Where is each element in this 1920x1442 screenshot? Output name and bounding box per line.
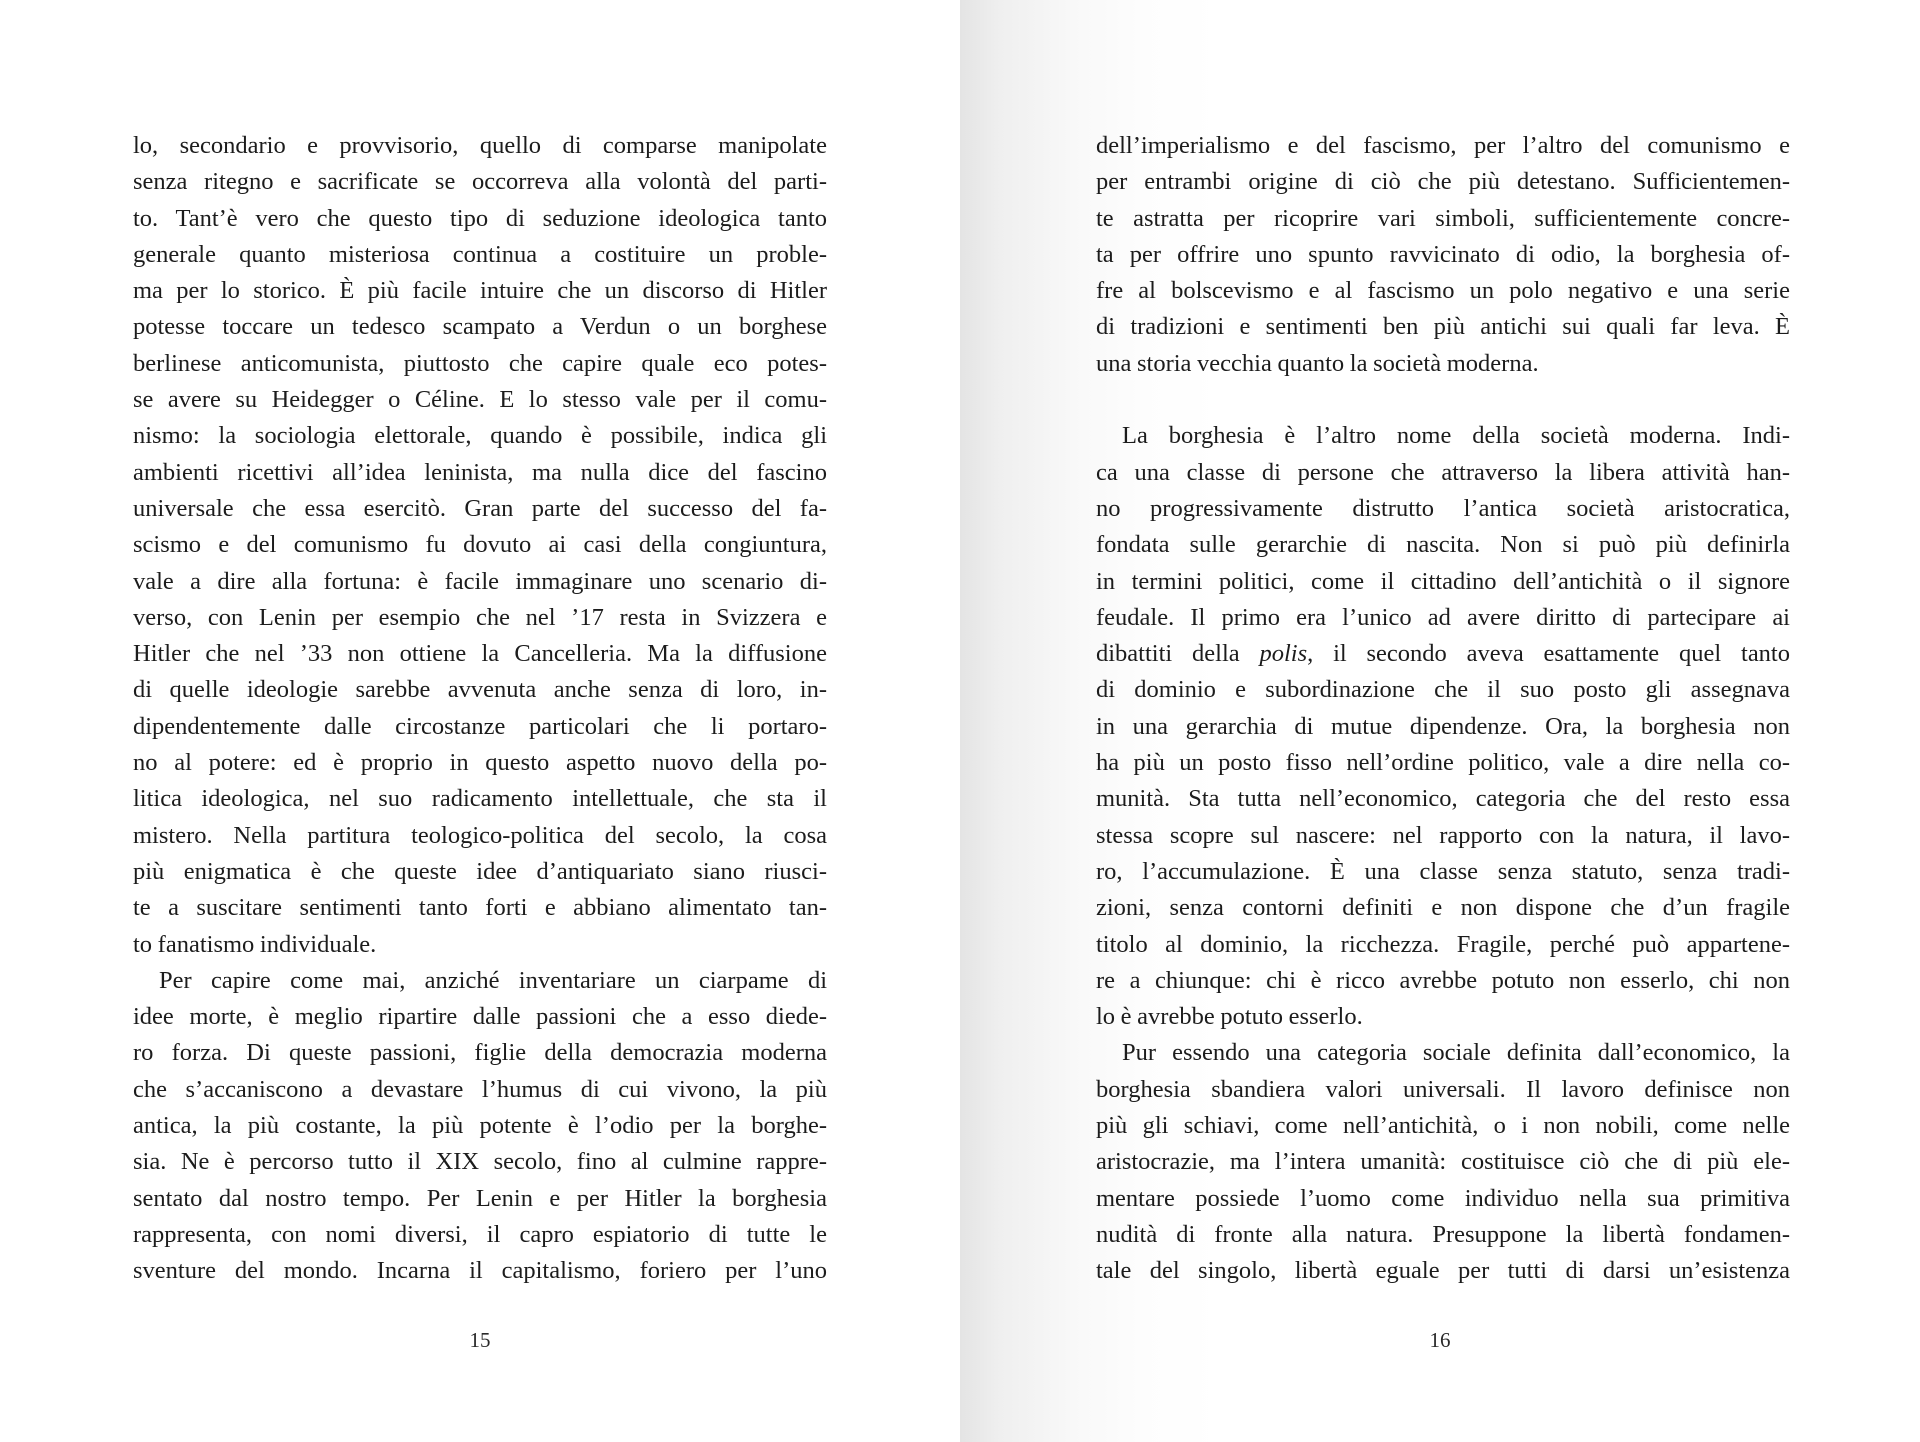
paragraph-end-line: una storia vecchia quanto la società moderna. [1096, 349, 1539, 377]
text-line: titolo al dominio, la ricchezza. Fragile, perché può appartene- [1096, 930, 1790, 958]
text-line: te astratta per ricoprire vari simboli, sufficientemente concre- [1096, 204, 1790, 232]
text-line: verso, con Lenin per esempio che nel ’17 resta in Svizzera e [133, 603, 827, 631]
text-line: borghesia sbandiera valori universali. Il lavoro definisce non [1096, 1075, 1790, 1103]
text-line: berlinese anticomunista, piuttosto che capire quale eco potes- [133, 349, 827, 377]
text-line: ma per lo storico. È più facile intuire che un discorso di Hitler [133, 277, 827, 305]
text-line: idee morte, è meglio ripartire dalle passioni che a esso diede- [133, 1003, 827, 1031]
text-line: ha più un posto fisso nell’ordine politico, vale a dire nella co- [1096, 749, 1790, 777]
paragraph-first-line: Per capire come mai, anziché inventariare un ciarpame di [159, 966, 827, 994]
text-line: sentato dal nostro tempo. Per Lenin e per Hitler la borghesia [133, 1184, 827, 1212]
text-line: più enigmatica è che queste idee d’antiquariato siano riusci- [133, 857, 827, 885]
right-page-text [1096, 128, 1790, 1290]
text-line: potesse toccare un tedesco scampato a Verdun o un borghese [133, 313, 827, 341]
text-line: feudale. Il primo era l’unico ad avere diritto di partecipare ai [1096, 603, 1790, 631]
text-line: antica, la più costante, la più potente è l’odio per la borghe- [133, 1112, 827, 1140]
text-line: che s’accaniscono a devastare l’humus di cui vivono, la più [133, 1075, 827, 1103]
text-run: , il secondo aveva esattamente quel tanto [1307, 640, 1790, 668]
text-line: nismo: la sociologia elettorale, quando è possibile, indica gli [133, 422, 827, 450]
paragraph-end-line: lo è avrebbe potuto esserlo. [1096, 1003, 1363, 1031]
text-line [1096, 636, 1790, 672]
text-line: ro forza. Di queste passioni, figlie della democrazia moderna [133, 1039, 827, 1067]
text-line: universale che essa esercitò. Gran parte del successo del fa- [133, 494, 827, 522]
text-line: fondata sulle gerarchie di nascita. Non si può più definirla [1096, 531, 1790, 559]
text-line: re a chiunque: chi è ricco avrebbe potuto non esserlo, chi non [1096, 966, 1790, 994]
text-line: senza ritegno e sacrificate se occorreva alla volontà del parti- [133, 168, 827, 196]
left-page-text [133, 128, 827, 1290]
text-line: ta per offrire uno spunto ravvicinato di odio, la borghesia of- [1096, 240, 1790, 268]
text-line: no progressivamente distrutto l’antica società aristocratica, [1096, 494, 1790, 522]
section-break [1096, 382, 1790, 418]
text-line: zioni, senza contorni definiti e non dispone che d’un fragile [1096, 894, 1790, 922]
text-line: sia. Ne è percorso tutto il XIX secolo, fino al culmine rappre- [133, 1148, 827, 1176]
text-line: sventure del mondo. Incarna il capitalismo, foriero per l’uno [133, 1257, 827, 1285]
page-number: 16 [1429, 1328, 1451, 1352]
text-line: dell’imperialismo e del fascismo, per l’altro del comunismo e [1096, 132, 1790, 159]
text-line: in termini politici, come il cittadino dell’antichità o il signore [1096, 567, 1790, 595]
text-line: te a suscitare sentimenti tanto forti e abbiano alimentato tan- [133, 894, 827, 922]
text-line: mentare possiede l’uomo come individuo nella sua primitiva [1096, 1184, 1790, 1212]
text-line: litica ideologica, nel suo radicamento intellettuale, che sta il [133, 785, 827, 813]
text-line: ro, l’accumulazione. È una classe senza statuto, senza tradi- [1096, 857, 1790, 885]
text-line: generale quanto misteriosa continua a costituire un proble- [133, 240, 827, 268]
page-number: 15 [469, 1328, 491, 1352]
paragraph-first-line: Pur essendo una categoria sociale definita dall’economico, la [1122, 1039, 1790, 1067]
paragraph-first-line: La borghesia è l’altro nome della società moderna. Indi- [1122, 422, 1790, 450]
text-line: se avere su Heidegger o Céline. E lo stesso vale per il comu- [133, 386, 827, 414]
text-line: dipendentemente dalle circostanze particolari che li portaro- [133, 712, 827, 740]
text-line: vale a dire alla fortuna: è facile immaginare uno scenario di- [133, 567, 827, 595]
text-line: ca una classe di persone che attraverso la libera attività han- [1096, 458, 1790, 486]
text-line: tale del singolo, libertà eguale per tutti di darsi un’esistenza [1096, 1257, 1790, 1285]
text-line: di quelle ideologie sarebbe avvenuta anche senza di loro, in- [133, 676, 827, 704]
text-line: fre al bolscevismo e al fascismo un polo negativo e una serie [1096, 277, 1790, 305]
text-line: per entrambi origine di ciò che più detestano. Sufficientemen- [1096, 168, 1790, 196]
text-line: di dominio e subordinazione che il suo posto gli assegnava [1096, 676, 1790, 704]
text-line: più gli schiavi, come nell’antichità, o i non nobili, come nelle [1096, 1112, 1790, 1140]
text-line: no al potere: ed è proprio in questo aspetto nuovo della po- [133, 749, 827, 777]
text-line: stessa scopre sul nascere: nel rapporto con la natura, il lavo- [1096, 821, 1790, 849]
italic-term: polis [1259, 640, 1308, 668]
text-line: aristocrazie, ma l’intera umanità: costituisce ciò che di più ele- [1096, 1148, 1790, 1176]
text-line: in una gerarchia di mutue dipendenze. Ora, la borghesia non [1096, 712, 1790, 740]
text-line: rappresenta, con nomi diversi, il capro espiatorio di tutte le [133, 1220, 827, 1248]
text-line: nudità di fronte alla natura. Presuppone la libertà fondamen- [1096, 1220, 1790, 1248]
text-line: Hitler che nel ’33 non ottiene la Cancelleria. Ma la diffusione [133, 640, 827, 668]
right-page [960, 0, 1920, 1442]
text-line: di tradizioni e sentimenti ben più antichi sui quali far leva. È [1096, 313, 1790, 341]
text-line: lo, secondario e provvisorio, quello di comparse manipolate [133, 132, 827, 159]
text-line: munità. Sta tutta nell’economico, categoria che del resto essa [1096, 785, 1790, 813]
text-run: dibattiti della [1096, 640, 1260, 668]
text-line: mistero. Nella partitura teologico-politica del secolo, la cosa [133, 821, 827, 849]
paragraph-end-line: to fanatismo individuale. [133, 930, 377, 958]
text-line: scismo e del comunismo fu dovuto ai casi della congiuntura, [133, 531, 827, 559]
text-line: to. Tant’è vero che questo tipo di seduzione ideologica tanto [133, 204, 827, 232]
text-line: ambienti ricettivi all’idea leninista, ma nulla dice del fascino [133, 458, 827, 486]
